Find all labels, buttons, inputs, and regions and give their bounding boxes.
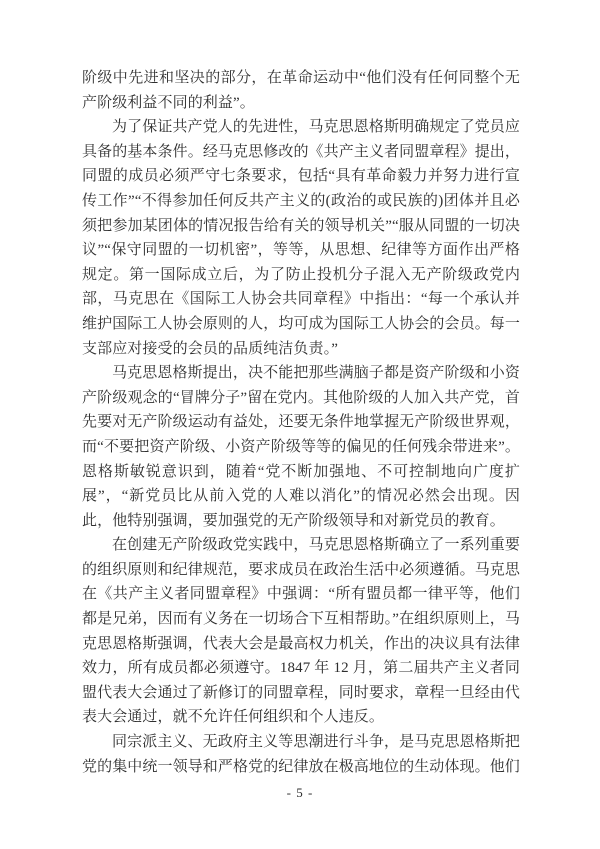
paragraph-fake-elements: 马克思恩格斯提出，决不能把那些满脑子都是资产阶级和小资产阶级观念的“冒牌分子”留在党内。其他阶级的人加入共产党，首先要对无产阶级运动有益处，还要无条件地掌握无产阶级世界观，而“不要把资产阶级、小资产阶级等等的偏见的任何残余带进来”。恩格斯敏锐意识到，随着“党不断加强地、不可控制地向广度扩展”，“新党员比从前入党的人难以消化”的情况必然会出现。因此，他特别强调，要加强党的无产阶级领导和对新党员的教育。	[82, 365, 520, 529]
paragraph-organizational-principles: 在创建无产阶级政党实践中，马克思恩格斯确立了一系列重要的组织原则和纪律规范，要求成员在政治生活中必须遵循。马克思在《共产主义者同盟章程》中强调：“所有盟员都一律平等，他们都是兄弟，因而有义务在一切场合下互相帮助。”在组织原则上，马克思恩格斯强调，代表大会是最高权力机关，作出的决议具有法律效力，所有成员都必须遵守。1847 年 12 月，第二届共产主义者同盟代表大会通过了新修订的同盟章程，同时要求，章程一旦经由代表大会通过，就不允许任何组织和个人违反。	[82, 537, 520, 726]
page-number: - 5 -	[286, 785, 314, 800]
paragraph-struggle-against-sectarianism: 同宗派主义、无政府主义等思潮进行斗争，是马克思恩格斯把党的集中统一领导和严格党的纪律放在极高地位的生动体现。他们	[82, 734, 520, 775]
paragraph-party-member-conditions: 为了保证共产党人的先进性，马克思恩格斯明确规定了党员应具备的基本条件。经马克思修改的《共产主义者同盟章程》提出，同盟的成员必须严守七条要求，包括“具有革命毅力并努力进行宣传工作”“不得参加任何反共产主义的(政治的或民族的)团体并且必须把参加某团体的情况报告给有关的领导机关”“服从同盟的一切决议”“保守同盟的一切机密”，等等，从思想、纪律等方面作出严格规定。第一国际成立后，为了防止投机分子混入无产阶级政党内部，马克思在《国际工人协会共同章程》中指出：“每一个承认并维护国际工人协会原则的人，均可成为国际工人协会的会员。每一支部应对接受的会员的品质纯洁负责。”	[82, 119, 520, 357]
paragraph-continuation: 阶级中先进和坚决的部分，在革命运动中“他们没有任何同整个无产阶级利益不同的利益”。	[82, 70, 520, 111]
body-text	[82, 66, 520, 779]
